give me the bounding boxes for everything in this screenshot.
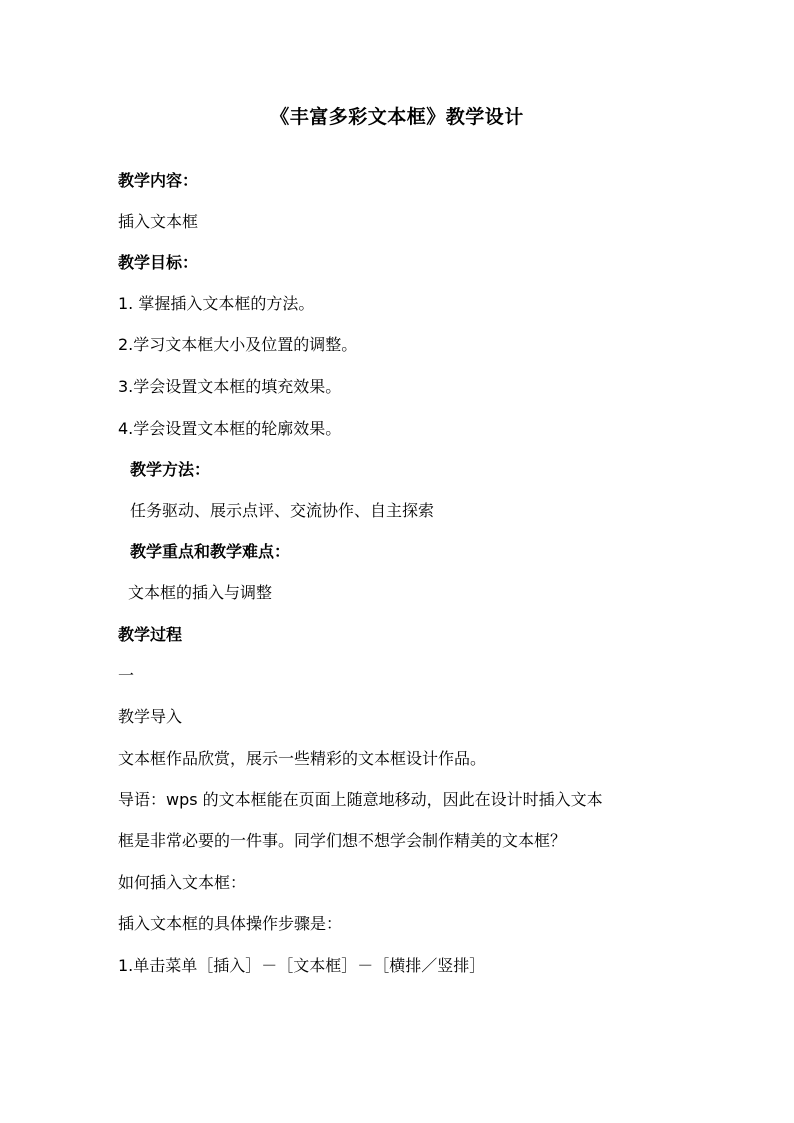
- methods-text: 任务驱动、展示点评、交流协作、自主探索: [130, 501, 435, 520]
- process-sub: 教学导入: [118, 707, 183, 726]
- process-heading: 教学过程: [118, 625, 183, 644]
- paragraph-4: 如何插入文本框：: [118, 873, 247, 892]
- goal-item-4: 4.学会设置文本框的轮廓效果。: [118, 419, 342, 438]
- paragraph-5: 插入文本框的具体操作步骤是：: [118, 914, 343, 933]
- paragraph-2: 导语：wps 的文本框能在页面上随意地移动，因此在设计时插入文本: [118, 790, 603, 809]
- paragraph-3: 框是非常必要的一件事。同学们想不想学会制作精美的文本框？: [118, 831, 567, 850]
- process-number: 一: [118, 666, 135, 685]
- paragraph-1: 文本框作品欣赏，展示一些精彩的文本框设计作品。: [118, 749, 487, 768]
- methods-heading: 教学方法：: [130, 460, 211, 479]
- content-heading: 教学内容：: [118, 171, 199, 190]
- paragraph-6: 1.单击菜单［插入］－［文本框］－［横排／竖排］: [118, 956, 486, 975]
- content-text: 插入文本框: [118, 212, 199, 231]
- key-heading: 教学重点和教学难点：: [130, 542, 291, 561]
- goals-heading: 教学目标：: [118, 253, 199, 272]
- goal-item-3: 3.学会设置文本框的填充效果。: [118, 377, 342, 396]
- document-title: 《丰富多彩文本框》教学设计: [270, 106, 524, 128]
- key-text: 文本框的插入与调整: [128, 583, 273, 602]
- goal-item-1: 1. 掌握插入文本框的方法。: [118, 294, 315, 313]
- goal-item-2: 2.学习文本框大小及位置的调整。: [118, 335, 358, 354]
